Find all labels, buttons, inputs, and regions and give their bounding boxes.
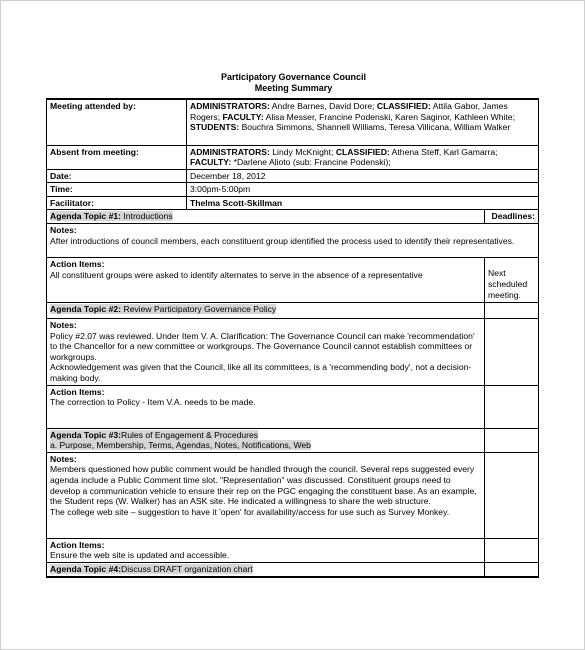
topic3-notes-row [47, 452, 539, 538]
topic2-header-row [47, 303, 539, 319]
topic2-action-row [47, 385, 539, 428]
topic1-action: Action Items: All constituent groups were asked to identify alternates to serve in the absence of a representative [47, 258, 485, 303]
facilitator-label: Facilitator: [47, 196, 187, 210]
date-value: December 18, 2012 [187, 169, 539, 183]
topic3-label: Agenda Topic #3: [50, 429, 121, 440]
topic1-label: Agenda Topic #1: [50, 211, 121, 222]
topic2-deadline [484, 303, 538, 319]
facilitator-row [47, 196, 539, 210]
absent-row [47, 145, 539, 169]
time-row [47, 183, 539, 197]
topic3-action-deadline [484, 538, 538, 562]
document-title [1, 72, 585, 94]
topic1-action-row [47, 258, 539, 303]
topic3-notes: Notes: Members questioned how public comment would be handled through the council. Several reps suggested every agenda include a Public Comment time slot. "Representation" was discussed. Constituent groups need to develop a communication vehicle to ensure their rep on the PGC engaging the constituent base. As an example, the Student reps (W. Walker) has an ASK site. He indicated a willingness to share the web structure. The college web site – suggestion to have it 'open' for availability/access for use such as Survey Monkey. [47, 452, 485, 538]
topic2-header [47, 303, 485, 319]
date-label: Date: [47, 169, 187, 183]
absent-label: Absent from meeting: [47, 145, 187, 169]
title-line-2: Meeting Summary [254, 83, 333, 93]
topic2-notes-deadline [484, 319, 538, 386]
topic1-header [47, 210, 485, 224]
attended-value: ADMINISTRATORS: Andre Barnes, David Dore; CLASSIFIED: Attila Gabor, James Rogers; FACULTY: Alisa Messer, Francine Podenski, Karen Saginor, Kathleen White; STUDENTS: Bouchra Simmons, Shannell Williams, Teresa Villicana, William Walker [187, 99, 539, 145]
meeting-summary-table [46, 98, 539, 578]
topic4-header [47, 563, 485, 577]
topic3-action-row [47, 538, 539, 562]
date-row [47, 169, 539, 183]
attended-label: Meeting attended by: [47, 99, 187, 145]
attended-row [47, 99, 539, 145]
topic3-deadline [484, 428, 538, 452]
topic3-action: Action Items: Ensure the web site is updated and accessible. [47, 538, 485, 562]
topic4-label: Agenda Topic #4: [50, 564, 121, 574]
topic1-deadline: Next scheduled meeting. [484, 258, 538, 303]
topic4-name: Discuss DRAFT organization chart [121, 564, 253, 574]
topic1-notes-row [47, 224, 539, 258]
topic4-deadline [484, 563, 538, 577]
topic3-header-row [47, 428, 539, 452]
topic1-notes: Notes: After introductions of council members, each constituent group identified the process used to identify their representatives. [47, 224, 539, 258]
topic3-name: Rules of Engagement & Procedures [121, 429, 259, 440]
topic2-notes: Notes: Policy #2.07 was reviewed. Under Item V. A. Clarification: The Governance Council can make 'recommendation' to the Chancellor for a new committee or workgroups. The Governance Council cannot establish committees or workgroups. Acknowledgement was given that the Council, like all its committees, is a 'recommending body', not a decision-making body. [47, 319, 485, 386]
topic2-name: Review Participatory Governance Policy [121, 304, 277, 315]
topic3-header [47, 428, 485, 452]
deadlines-header: Deadlines: [484, 210, 538, 224]
absent-value: ADMINISTRATORS: Lindy McKnight; CLASSIFIED: Athena Steff, Karl Gamarra; FACULTY: *Darlene Alioto (sub: Francine Podenski); [187, 145, 539, 169]
topic3-subitem: a. Purpose, Membership, Terms, Agendas, Notes, Notifications, Web [50, 440, 311, 451]
time-label: Time: [47, 183, 187, 197]
time-value: 3:00pm-5:00pm [187, 183, 539, 197]
topic2-action-deadline [484, 385, 538, 428]
topic1-name: Introductions [121, 211, 173, 222]
topic2-notes-row [47, 319, 539, 386]
topic3-notes-deadline [484, 452, 538, 538]
title-line-1: Participatory Governance Council [220, 72, 367, 82]
facilitator-value: Thelma Scott-Skillman [187, 196, 539, 210]
topic4-header-row [47, 563, 539, 577]
topic2-label: Agenda Topic #2: [50, 304, 121, 315]
topic2-action: Action Items: The correction to Policy - Item V.A. needs to be made. [47, 385, 485, 428]
topic1-header-row [47, 210, 539, 224]
